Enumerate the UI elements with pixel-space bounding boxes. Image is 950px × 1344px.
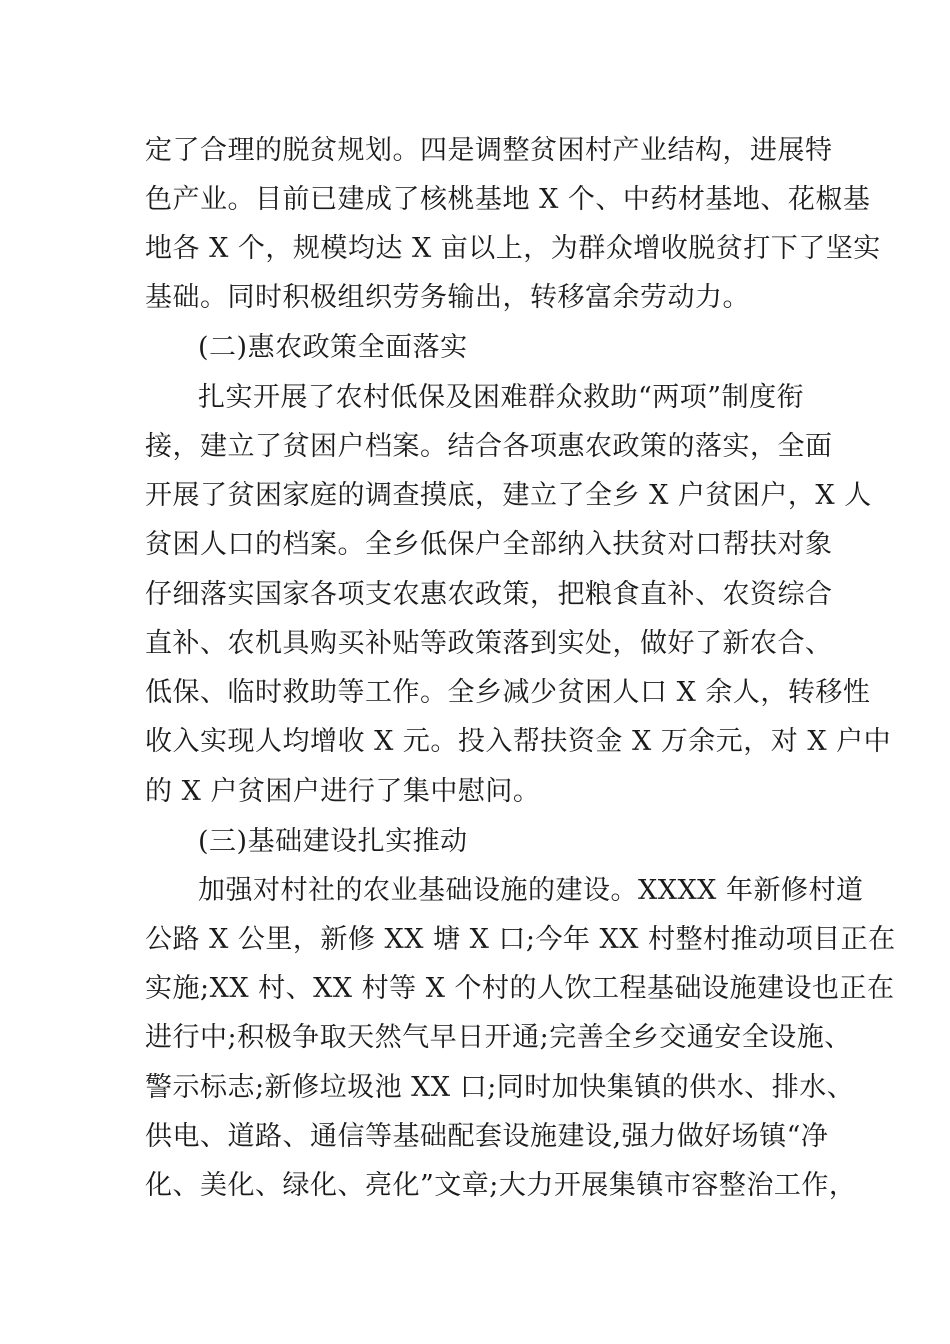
text-line: 开展了贫困家庭的调查摸底，建立了全乡 X 户贫困户，X 人: [145, 480, 872, 511]
text-line: 的 X 户贫困户进行了集中慰问。: [145, 776, 541, 807]
text-line: 收入实现人均增收 X 元。投入帮扶资金 X 万余元，对 X 户中: [145, 726, 892, 757]
text-line: 低保、临时救助等工作。全乡减少贫困人口 X 余人，转移性: [145, 677, 871, 708]
text-line: 仔细落实国家各项支农惠农政策，把粮食直补、农资综合: [145, 579, 833, 610]
section-heading: (二)惠农政策全面落实: [198, 332, 468, 363]
text-line: 地各 X 个，规模均达 X 亩以上，为群众增收脱贫打下了坚实: [145, 233, 881, 264]
paragraph-first-line: 扎实开展了农村低保及困难群众救助“两项”制度衔: [198, 382, 805, 413]
section-heading: (三)基础建设扎实推动: [198, 826, 468, 857]
text-line: 直补、农机具购买补贴等政策落到实处，做好了新农合、: [145, 628, 833, 659]
text-line: 供电、道路、通信等基础配套设施建设,强力做好场镇“净: [145, 1121, 829, 1152]
text-line: 定了合理的脱贫规划。四是调整贫困村产业结构，进展特: [145, 135, 833, 166]
text-line: 警示标志;新修垃圾池 XX 口;同时加快集镇的供水、排水、: [145, 1072, 855, 1103]
text-line: 实施;XX 村、XX 村等 X 个村的人饮工程基础设施建设也正在: [145, 973, 895, 1004]
text-line: 进行中;积极争取天然气早日开通;完善全乡交通安全设施、: [145, 1022, 852, 1053]
paragraph-first-line: 加强对村社的农业基础设施的建设。XXXX 年新修村道: [198, 875, 864, 906]
text-line: 公路 X 公里，新修 XX 塘 X 口;今年 XX 村整村推动项目正在: [145, 924, 896, 955]
text-line: 贫困人口的档案。全乡低保户全部纳入扶贫对口帮扶对象: [145, 529, 833, 560]
text-line: 接，建立了贫困户档案。结合各项惠农政策的落实，全面: [145, 431, 833, 462]
text-line: 色产业。目前已建成了核桃基地 X 个、中药材基地、花椒基: [145, 184, 871, 215]
text-line: 基础。同时积极组织劳务输出，转移富余劳动力。: [145, 282, 750, 313]
text-line: 化、美化、绿化、亮化”文章;大力开展集镇市容整治工作，: [145, 1170, 857, 1201]
